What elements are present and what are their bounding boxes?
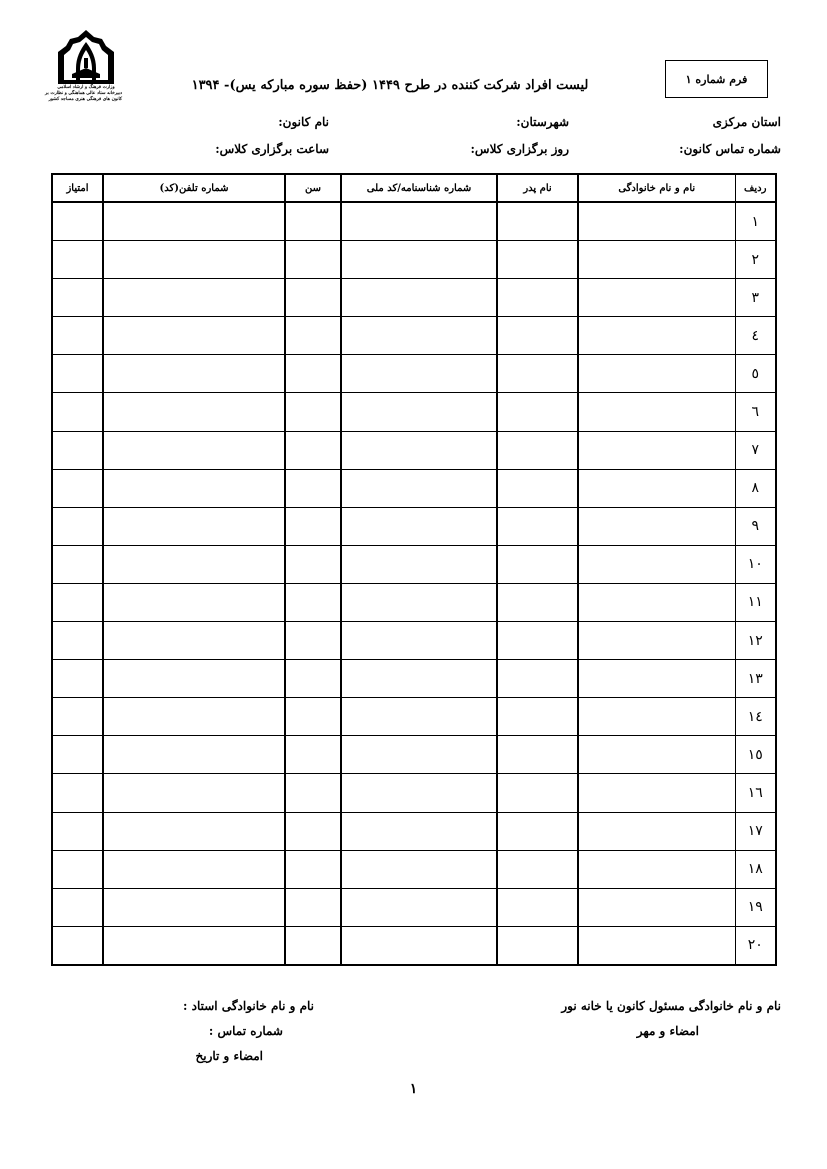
row-number: ۱٤: [735, 698, 776, 736]
national-id-cell[interactable]: [341, 507, 497, 545]
full-name-cell[interactable]: [578, 279, 735, 317]
phone-cell[interactable]: [103, 469, 285, 507]
father-name-cell[interactable]: [497, 812, 578, 850]
table-row: [52, 698, 776, 736]
province-field: استان مرکزی: [712, 115, 781, 129]
center-officer-name: نام و نام خانوادگی مسئول کانون یا خانه نور: [561, 999, 781, 1013]
father-name-cell[interactable]: [497, 431, 578, 469]
table-row: [52, 431, 776, 469]
phone-cell[interactable]: [103, 317, 285, 355]
row-number: ۲: [735, 241, 776, 279]
father-name-cell[interactable]: [497, 888, 578, 926]
father-name-cell[interactable]: [497, 698, 578, 736]
table-row: [52, 317, 776, 355]
col-header-national-id: شماره شناسنامه/کد ملی: [341, 174, 497, 202]
score-cell[interactable]: [52, 888, 103, 926]
full-name-cell[interactable]: [578, 469, 735, 507]
full-name-cell[interactable]: [578, 774, 735, 812]
class-day-field: روز برگزاری کلاس:: [470, 142, 569, 156]
col-header-phone: شماره تلفن(کد): [103, 174, 285, 202]
age-cell[interactable]: [285, 812, 341, 850]
age-cell[interactable]: [285, 279, 341, 317]
father-name-cell[interactable]: [497, 622, 578, 660]
national-id-cell[interactable]: [341, 698, 497, 736]
center-phone-field: شماره تماس کانون:: [679, 142, 781, 156]
table-row: [52, 774, 776, 812]
age-cell[interactable]: [285, 660, 341, 698]
phone-cell[interactable]: [103, 507, 285, 545]
full-name-cell[interactable]: [578, 622, 735, 660]
table-row: [52, 812, 776, 850]
father-name-cell[interactable]: [497, 317, 578, 355]
age-cell[interactable]: [285, 241, 341, 279]
table-row: [52, 279, 776, 317]
national-id-cell[interactable]: [341, 355, 497, 393]
table-row: [52, 507, 776, 545]
father-name-cell[interactable]: [497, 926, 578, 965]
row-number: ۲۰: [735, 926, 776, 965]
national-id-cell[interactable]: [341, 583, 497, 621]
full-name-cell[interactable]: [578, 317, 735, 355]
table-row: [52, 393, 776, 431]
national-id-cell[interactable]: [341, 545, 497, 583]
father-name-cell[interactable]: [497, 393, 578, 431]
center-officer-sign: امضاء و مهر: [636, 1024, 699, 1038]
score-cell[interactable]: [52, 469, 103, 507]
score-cell[interactable]: [52, 736, 103, 774]
full-name-cell[interactable]: [578, 926, 735, 965]
row-number: ٤: [735, 317, 776, 355]
age-cell[interactable]: [285, 698, 341, 736]
national-id-cell[interactable]: [341, 393, 497, 431]
row-number: ۹: [735, 507, 776, 545]
full-name-cell[interactable]: [578, 660, 735, 698]
father-name-cell[interactable]: [497, 850, 578, 888]
score-cell[interactable]: [52, 317, 103, 355]
phone-cell[interactable]: [103, 622, 285, 660]
age-cell[interactable]: [285, 583, 341, 621]
age-cell[interactable]: [285, 774, 341, 812]
age-cell[interactable]: [285, 850, 341, 888]
score-cell[interactable]: [52, 431, 103, 469]
national-id-cell[interactable]: [341, 241, 497, 279]
age-cell[interactable]: [285, 888, 341, 926]
age-cell[interactable]: [285, 317, 341, 355]
table-header-row: [52, 174, 776, 202]
org-line-2: دبیرخانه ستاد عالی هماهنگی و نظارت بر: [45, 91, 122, 96]
father-name-cell[interactable]: [497, 774, 578, 812]
father-name-cell[interactable]: [497, 279, 578, 317]
table-row: [52, 545, 776, 583]
row-number: ٥: [735, 355, 776, 393]
col-header-father-name: نام پدر: [497, 174, 578, 202]
col-header-row-number: ردیف: [735, 174, 776, 202]
father-name-cell[interactable]: [497, 469, 578, 507]
score-cell[interactable]: [52, 583, 103, 621]
row-number: ۱: [735, 202, 776, 241]
col-header-age: سن: [285, 174, 341, 202]
phone-cell[interactable]: [103, 774, 285, 812]
table-row: [52, 926, 776, 965]
page-title: لیست افراد شرکت کننده در طرح ۱۴۴۹ (حفظ سوره مبارکه یس)- ۱۳۹۴: [191, 78, 589, 93]
table-row: [52, 202, 776, 241]
full-name-cell[interactable]: [578, 202, 735, 241]
phone-cell[interactable]: [103, 926, 285, 965]
row-number: ۷: [735, 431, 776, 469]
score-cell[interactable]: [52, 774, 103, 812]
table-row: [52, 622, 776, 660]
score-cell[interactable]: [52, 622, 103, 660]
father-name-cell[interactable]: [497, 545, 578, 583]
table-row: [52, 888, 776, 926]
score-cell[interactable]: [52, 926, 103, 965]
org-line-1: وزارت فرهنگ و ارشاد اسلامی: [57, 85, 115, 90]
full-name-cell[interactable]: [578, 393, 735, 431]
table-row: [52, 583, 776, 621]
teacher-sign: امضاء و تاریخ: [195, 1049, 263, 1063]
father-name-cell[interactable]: [497, 660, 578, 698]
city-field: شهرستان:: [516, 115, 569, 129]
phone-cell[interactable]: [103, 279, 285, 317]
score-cell[interactable]: [52, 507, 103, 545]
age-cell[interactable]: [285, 507, 341, 545]
father-name-cell[interactable]: [497, 241, 578, 279]
age-cell[interactable]: [285, 355, 341, 393]
national-id-cell[interactable]: [341, 660, 497, 698]
row-number: ۱۲: [735, 622, 776, 660]
full-name-cell[interactable]: [578, 355, 735, 393]
row-number: ۱۷: [735, 812, 776, 850]
score-cell[interactable]: [52, 202, 103, 241]
phone-cell[interactable]: [103, 241, 285, 279]
row-number: ۳: [735, 279, 776, 317]
phone-cell[interactable]: [103, 812, 285, 850]
age-cell[interactable]: [285, 622, 341, 660]
score-cell[interactable]: [52, 850, 103, 888]
full-name-cell[interactable]: [578, 545, 735, 583]
table-row: [52, 469, 776, 507]
full-name-cell[interactable]: [578, 850, 735, 888]
phone-cell[interactable]: [103, 736, 285, 774]
national-id-cell[interactable]: [341, 202, 497, 241]
org-line-3: کانون های فرهنگی هنری مساجد کشور: [48, 97, 122, 102]
age-cell[interactable]: [285, 926, 341, 965]
table-row: [52, 736, 776, 774]
col-header-full-name: نام و نام خانوادگی: [578, 174, 735, 202]
logo: [45, 28, 122, 106]
table-row: [52, 850, 776, 888]
score-cell[interactable]: [52, 393, 103, 431]
score-cell[interactable]: [52, 660, 103, 698]
phone-cell[interactable]: [103, 545, 285, 583]
phone-cell[interactable]: [103, 888, 285, 926]
national-id-cell[interactable]: [341, 469, 497, 507]
row-number: ۱۳: [735, 660, 776, 698]
age-cell[interactable]: [285, 469, 341, 507]
page-number: ۱: [409, 1081, 418, 1097]
score-cell[interactable]: [52, 698, 103, 736]
father-name-cell[interactable]: [497, 507, 578, 545]
teacher-name: نام و نام خانوادگی استاد :: [183, 999, 314, 1013]
score-cell[interactable]: [52, 241, 103, 279]
row-number: ٦: [735, 393, 776, 431]
full-name-cell[interactable]: [578, 698, 735, 736]
score-cell[interactable]: [52, 279, 103, 317]
national-id-cell[interactable]: [341, 431, 497, 469]
father-name-cell[interactable]: [497, 736, 578, 774]
row-number: ۱۰: [735, 545, 776, 583]
phone-cell[interactable]: [103, 698, 285, 736]
father-name-cell[interactable]: [497, 355, 578, 393]
class-time-field: ساعت برگزاری کلاس:: [215, 142, 329, 156]
score-cell[interactable]: [52, 812, 103, 850]
father-name-cell[interactable]: [497, 583, 578, 621]
score-cell[interactable]: [52, 355, 103, 393]
phone-cell[interactable]: [103, 583, 285, 621]
participants-table: [51, 173, 777, 966]
row-number: ۸: [735, 469, 776, 507]
age-cell[interactable]: [285, 545, 341, 583]
national-id-cell[interactable]: [341, 736, 497, 774]
national-id-cell[interactable]: [341, 812, 497, 850]
row-number: ۱۱: [735, 583, 776, 621]
national-id-cell[interactable]: [341, 926, 497, 965]
row-number: ۱۸: [735, 850, 776, 888]
phone-cell[interactable]: [103, 393, 285, 431]
age-cell[interactable]: [285, 393, 341, 431]
national-id-cell[interactable]: [341, 850, 497, 888]
full-name-cell[interactable]: [578, 431, 735, 469]
table-row: [52, 241, 776, 279]
teacher-phone: شماره تماس :: [208, 1024, 283, 1038]
form-number-box: [665, 60, 768, 98]
full-name-cell[interactable]: [578, 812, 735, 850]
phone-cell[interactable]: [103, 355, 285, 393]
table-row: [52, 660, 776, 698]
age-cell[interactable]: [285, 202, 341, 241]
national-id-cell[interactable]: [341, 888, 497, 926]
row-number: ۱٥: [735, 736, 776, 774]
phone-cell[interactable]: [103, 202, 285, 241]
phone-cell[interactable]: [103, 431, 285, 469]
table-row: [52, 355, 776, 393]
row-number: ۱٦: [735, 774, 776, 812]
score-cell[interactable]: [52, 545, 103, 583]
full-name-cell[interactable]: [578, 241, 735, 279]
age-cell[interactable]: [285, 431, 341, 469]
full-name-cell[interactable]: [578, 888, 735, 926]
phone-cell[interactable]: [103, 660, 285, 698]
full-name-cell[interactable]: [578, 583, 735, 621]
national-id-cell[interactable]: [341, 317, 497, 355]
row-number: ۱۹: [735, 888, 776, 926]
full-name-cell[interactable]: [578, 507, 735, 545]
form-number-label: فرم شماره ۱: [685, 72, 748, 86]
father-name-cell[interactable]: [497, 202, 578, 241]
phone-cell[interactable]: [103, 850, 285, 888]
full-name-cell[interactable]: [578, 736, 735, 774]
center-name-field: نام کانون:: [278, 115, 329, 129]
mosque-emblem-icon: [50, 28, 122, 86]
national-id-cell[interactable]: [341, 279, 497, 317]
national-id-cell[interactable]: [341, 622, 497, 660]
col-header-score: امتیاز: [52, 174, 103, 202]
age-cell[interactable]: [285, 736, 341, 774]
national-id-cell[interactable]: [341, 774, 497, 812]
